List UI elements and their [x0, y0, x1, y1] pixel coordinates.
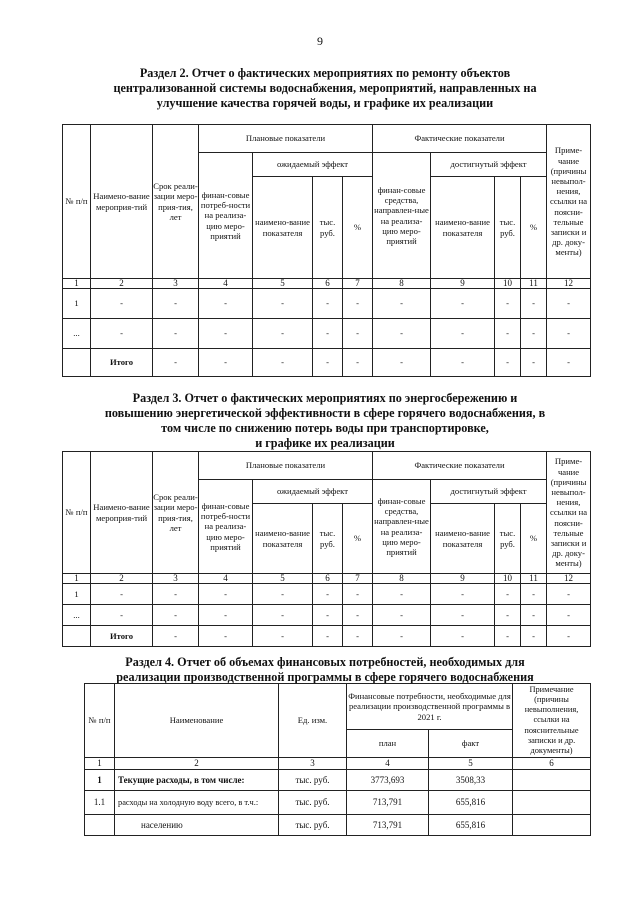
col-number: 7	[343, 574, 373, 584]
col-number: 5	[253, 279, 313, 289]
col-name-header: Наимено-вание мероприя-тий	[91, 125, 153, 279]
section3-title-line: Раздел 3. Отчет о фактических мероприятиях по энергосбережению и	[132, 391, 518, 405]
cell: -	[495, 584, 521, 605]
cell: -	[373, 319, 431, 349]
cell: -	[313, 319, 343, 349]
cell: -	[253, 289, 313, 319]
col-number: 4	[199, 279, 253, 289]
table-row	[63, 605, 591, 626]
col-plan-pct-header: %	[343, 177, 373, 279]
section4-title-line: Раздел 4. Отчет об объемах финансовых потребностей, необходимых для	[125, 655, 525, 669]
cell: -	[153, 584, 199, 605]
cell: -	[547, 584, 591, 605]
section3-title	[60, 391, 590, 451]
section3-title-line: и графике их реализации	[255, 436, 395, 450]
col-fact-fin-header: финан-совые средства, направлен-ные на реализа-цию меро-приятий	[373, 153, 431, 279]
row-num: 1	[85, 770, 115, 791]
col-number: 1	[85, 758, 115, 770]
row-plan: 3773,693	[347, 770, 429, 791]
column-numbers-row	[63, 279, 591, 289]
row-num: 1	[63, 584, 91, 605]
col-note-header: Примечание (причины невыполнения, ссылки на пояснительные записки и др. документы)	[513, 684, 591, 758]
cell: -	[253, 605, 313, 626]
cell: -	[199, 349, 253, 377]
cell: -	[521, 319, 547, 349]
cell: -	[547, 349, 591, 377]
section2-title-line: централизованной системы водоснабжения, мероприятий, направленных на	[113, 81, 537, 95]
section2-title-line: Раздел 2. Отчет о фактических мероприятиях по ремонту объектов	[139, 66, 511, 80]
page-number: 9	[317, 34, 323, 48]
cell: -	[521, 349, 547, 377]
cell: -	[153, 605, 199, 626]
cell: -	[343, 349, 373, 377]
cell: -	[199, 626, 253, 647]
cell: -	[153, 319, 199, 349]
row-fact: 655,816	[429, 791, 513, 815]
col-number: 2	[91, 279, 153, 289]
cell: -	[495, 605, 521, 626]
section3-title-line: повышению энергетической эффективности в сфере горячего водоснабжения, в	[104, 406, 546, 420]
row-name: населению	[115, 815, 279, 836]
cell: -	[253, 349, 313, 377]
cell: -	[313, 626, 343, 647]
col-fact-fin-header: финан-совые средства, направлен-ные на реализа-цию меро-приятий	[373, 480, 431, 574]
col-number: 6	[513, 758, 591, 770]
col-note-header: Приме-чание (причины невыпол-нения, ссылки на поясни-тельные записки и др. доку-менты)	[547, 125, 591, 279]
section4-table	[84, 683, 591, 836]
col-num-header: № п/п	[63, 125, 91, 279]
row-unit: тыс. руб.	[279, 770, 347, 791]
col-plan-rub-header: тыс. руб.	[313, 504, 343, 574]
cell: -	[521, 626, 547, 647]
col-number: 11	[521, 279, 547, 289]
row-unit: тыс. руб.	[279, 791, 347, 815]
total-row	[63, 626, 591, 647]
cell: -	[373, 584, 431, 605]
cell: -	[373, 289, 431, 319]
row-plan: 713,791	[347, 815, 429, 836]
cell: -	[521, 605, 547, 626]
table-row	[63, 584, 591, 605]
col-fact-pct-header: %	[521, 177, 547, 279]
fact-effect-header: достигнутый эффект	[431, 480, 547, 504]
col-fact-header: факт	[429, 730, 513, 758]
col-plan-ind-header: наимено-вание показателя	[253, 177, 313, 279]
col-num-header: № п/п	[85, 684, 115, 758]
cell: -	[253, 319, 313, 349]
col-number: 12	[547, 279, 591, 289]
row-num: 1.1	[85, 791, 115, 815]
cell: -	[521, 584, 547, 605]
cell: -	[313, 605, 343, 626]
col-number: 5	[429, 758, 513, 770]
col-plan-rub-header: тыс. руб.	[313, 177, 343, 279]
row-note	[513, 815, 591, 836]
cell: -	[547, 626, 591, 647]
col-number: 8	[373, 279, 431, 289]
col-term-header: Срок реали-зации меро-прия-тия, лет	[153, 452, 199, 574]
section2-title	[60, 66, 590, 111]
row-fact: 3508,33	[429, 770, 513, 791]
plan-effect-header: ожидаемый эффект	[253, 153, 373, 177]
row-note	[513, 791, 591, 815]
table-row	[63, 319, 591, 349]
col-number: 7	[343, 279, 373, 289]
cell: -	[199, 605, 253, 626]
cell: -	[431, 605, 495, 626]
col-note-header: Приме-чание (причины невыпол-нения, ссылки на поясни-тельные записки и др. доку-менты)	[547, 452, 591, 574]
section4-title	[60, 655, 590, 685]
fact-effect-header: достигнутый эффект	[431, 153, 547, 177]
row-num	[85, 815, 115, 836]
col-plan-ind-header: наимено-вание показателя	[253, 504, 313, 574]
cell: -	[153, 349, 199, 377]
cell: -	[547, 319, 591, 349]
col-fact-ind-header: наимено-вание показателя	[431, 177, 495, 279]
col-fin-header: Финансовые потребности, необходимые для реализации производственной программы в 2021 г.	[347, 684, 513, 730]
section3-table	[62, 451, 591, 647]
row-num: ...	[63, 319, 91, 349]
col-number: 3	[279, 758, 347, 770]
cell: -	[431, 289, 495, 319]
row-num: 1	[63, 289, 91, 319]
col-number: 3	[153, 279, 199, 289]
col-number: 1	[63, 574, 91, 584]
col-number: 9	[431, 279, 495, 289]
fact-group-header: Фактические показатели	[373, 125, 547, 153]
plan-group-header: Плановые показатели	[199, 452, 373, 480]
cell: -	[343, 289, 373, 319]
col-fact-ind-header: наимено-вание показателя	[431, 504, 495, 574]
cell: -	[547, 289, 591, 319]
cell: -	[521, 289, 547, 319]
row-name: расходы на холодную воду всего, в т.ч.:	[115, 791, 279, 815]
row-num	[63, 349, 91, 377]
col-number: 9	[431, 574, 495, 584]
cell: -	[343, 626, 373, 647]
cell: -	[373, 605, 431, 626]
col-number: 10	[495, 574, 521, 584]
cell: -	[495, 319, 521, 349]
plan-group-header: Плановые показатели	[199, 125, 373, 153]
cell: -	[373, 626, 431, 647]
col-number: 4	[199, 574, 253, 584]
col-unit-header: Ед. изм.	[279, 684, 347, 758]
col-number: 11	[521, 574, 547, 584]
cell: -	[495, 289, 521, 319]
col-number: 6	[313, 279, 343, 289]
cell: -	[343, 319, 373, 349]
cell: -	[431, 626, 495, 647]
total-label: Итого	[91, 349, 153, 377]
cell: -	[153, 289, 199, 319]
fact-group-header: Фактические показатели	[373, 452, 547, 480]
cell: -	[91, 605, 153, 626]
cell: -	[547, 605, 591, 626]
cell: -	[495, 626, 521, 647]
table-row	[85, 791, 591, 815]
cell: -	[91, 319, 153, 349]
plan-effect-header: ожидаемый эффект	[253, 480, 373, 504]
col-term-header: Срок реали-зации меро-прия-тия, лет	[153, 125, 199, 279]
col-plan-fin-header: финан-совые потреб-ности на реализа-цию меро-приятий	[199, 153, 253, 279]
cell: -	[91, 289, 153, 319]
col-number: 10	[495, 279, 521, 289]
cell: -	[313, 584, 343, 605]
col-number: 1	[63, 279, 91, 289]
col-plan-header: план	[347, 730, 429, 758]
col-name-header: Наимено-вание мероприя-тий	[91, 452, 153, 574]
col-number: 2	[91, 574, 153, 584]
row-fact: 655,816	[429, 815, 513, 836]
col-name-header: Наименование	[115, 684, 279, 758]
table-row	[85, 770, 591, 791]
col-plan-fin-header: финан-совые потреб-ности на реализа-цию меро-приятий	[199, 480, 253, 574]
section4-title-line: реализации производственной программы в сфере горячего водоснабжения	[116, 670, 534, 684]
cell: -	[313, 289, 343, 319]
col-number: 12	[547, 574, 591, 584]
cell: -	[373, 349, 431, 377]
table-row	[85, 815, 591, 836]
cell: -	[199, 319, 253, 349]
col-number: 2	[115, 758, 279, 770]
table-row	[63, 289, 591, 319]
row-num: ...	[63, 605, 91, 626]
total-label: Итого	[91, 626, 153, 647]
row-num	[63, 626, 91, 647]
section2-table	[62, 124, 591, 377]
col-num-header: № п/п	[63, 452, 91, 574]
row-name: Текущие расходы, в том числе:	[115, 770, 279, 791]
cell: -	[495, 349, 521, 377]
cell: -	[253, 584, 313, 605]
col-plan-pct-header: %	[343, 504, 373, 574]
cell: -	[91, 584, 153, 605]
col-number: 6	[313, 574, 343, 584]
cell: -	[199, 289, 253, 319]
cell: -	[253, 626, 313, 647]
col-number: 8	[373, 574, 431, 584]
col-number: 4	[347, 758, 429, 770]
section3-title-line: том числе по снижению потерь воды при транспортировке,	[161, 421, 489, 435]
row-unit: тыс. руб.	[279, 815, 347, 836]
col-number: 3	[153, 574, 199, 584]
col-fact-pct-header: %	[521, 504, 547, 574]
total-row	[63, 349, 591, 377]
col-fact-rub-header: тыс. руб.	[495, 504, 521, 574]
column-numbers-row	[63, 574, 591, 584]
cell: -	[199, 584, 253, 605]
col-number: 5	[253, 574, 313, 584]
cell: -	[431, 584, 495, 605]
row-note	[513, 770, 591, 791]
cell: -	[153, 626, 199, 647]
cell: -	[431, 349, 495, 377]
section2-title-line: улучшение качества горячей воды, и графике их реализации	[156, 96, 494, 110]
cell: -	[343, 584, 373, 605]
cell: -	[343, 605, 373, 626]
col-fact-rub-header: тыс. руб.	[495, 177, 521, 279]
cell: -	[313, 349, 343, 377]
column-numbers-row	[85, 758, 591, 770]
cell: -	[431, 319, 495, 349]
row-plan: 713,791	[347, 791, 429, 815]
